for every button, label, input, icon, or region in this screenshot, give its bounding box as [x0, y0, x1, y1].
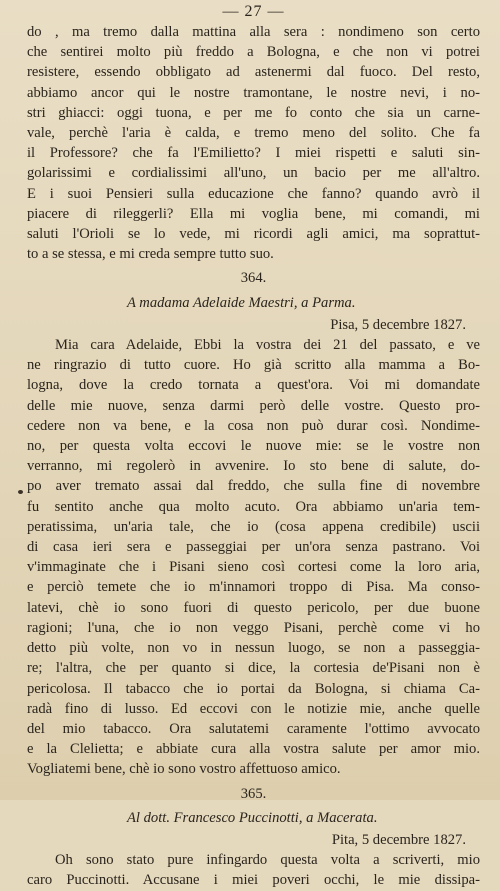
page-number: — 27 — — [222, 3, 285, 20]
text-line: verranno, mi regolerò in avvenire. Io sto bene di salute, do- — [27, 458, 480, 475]
ink-spot — [18, 490, 23, 494]
text-line: di casa ieri sera e passeggiai per un'ora senza pastrano. Voi — [27, 539, 480, 556]
text-line: resistere, essendo obbligato ad astenermi dal fuoco. Del resto, — [27, 64, 480, 81]
text-line: abbiamo ancor qui le nostre tramontane, le nostre nevi, i no- — [27, 84, 480, 101]
text-line: ragioni; l'una, che io non veggo Pisani, perchè come vi ho — [27, 619, 480, 636]
text-line: caro Puccinotti. Accusane i miei poveri occhi, le mie dissipa- — [27, 872, 480, 889]
letter-heading: A madama Adelaide Maestri, a Parma. — [127, 294, 356, 311]
text-line: Vogliatemi bene, chè io sono vostro affettuoso amico. — [27, 761, 341, 778]
text-line: che sentirei molto più freddo a Bologna, e che non vi potrei — [27, 44, 480, 61]
text-line: pericolosa. Il tabacco che io portai da Bologna, si chiama Ca- — [27, 680, 480, 697]
intro-paragraph — [27, 22, 480, 264]
text-line: fu sentito anche qua molto acuto. Ora abbiamo un'aria tem- — [27, 498, 480, 515]
text-line: logna, dove la credo tornata a quest'ora. Voi mi domandate — [27, 377, 480, 394]
text-line: vale, perchè l'aria è calda, e tremo meno del solito. Che fa — [27, 125, 480, 142]
text-line: piacere di rileggerli? Ella mi voglia bene, mi comandi, mi — [27, 205, 480, 222]
text-line: Oh sono stato pure infingardo questa volta a scriverti, mio — [55, 852, 480, 869]
text-line: detto più volte, non vo in nessun luogo, se non a passeggia- — [27, 640, 480, 657]
text-line: stri ghiacci: oggi tuona, e per me fo conto che sia un carne- — [27, 104, 480, 121]
text-line: re; l'altra, che per quanto si dice, la cortesia de'Pisani non è — [27, 660, 480, 677]
letter-number: 364. — [240, 270, 267, 287]
text-line: golarissimi e cordialissimi all'uno, un bacio per me all'altro. — [27, 165, 480, 182]
letters-container — [27, 268, 480, 890]
text-line: peratissima, un'aria tale, che io (cosa appena credibile) uscii — [27, 518, 480, 535]
letter-date: Pisa, 5 decembre 1827. — [330, 316, 466, 333]
text-line: no, per questa volta eccovi le nuove mie: se le vostre non — [27, 438, 480, 455]
letter-body — [27, 850, 480, 890]
text-line: cedere non va bene, e la cosa non può durar così. Nondime- — [27, 417, 480, 434]
text-line: latevi, chè io sono fuori di questo pericolo, per due buone — [27, 599, 480, 616]
text-line: delle mie nuove, senza darmi però delle vostre. Questo pro- — [27, 397, 480, 414]
text-line: po aver tremato assai dal freddo, che sulla fine di novembre — [27, 478, 480, 495]
letter-number: 365. — [240, 785, 267, 802]
text-line: do , ma tremo dalla mattina alla sera : nondimeno son certo — [27, 24, 480, 40]
text-line: saluti l'Orioli se lo vede, mi ricordi agli amici, ma soprattut- — [27, 226, 480, 243]
letter-heading: Al dott. Francesco Puccinotti, a Macerata. — [127, 809, 378, 826]
text-line: radà fino di lusso. Ed eccovi con le notizie mie, anche quelle — [27, 700, 480, 717]
text-line: e perciò temete che io m'innamori troppo di Pisa. Ma conso- — [27, 579, 480, 596]
text-line: del mio tabacco. Ora salutatemi caramente l'ottimo avvocato — [27, 720, 480, 737]
text-line: ne ringrazio di tutto cuore. Ho già scritto alla mamma a Bo- — [27, 357, 480, 374]
text-line: E i suoi Pensieri sulla educazione che fanno? quando avrò il — [27, 185, 480, 202]
text-line: to a se stessa, e mi creda sempre tutto suo. — [27, 246, 274, 263]
letter-date: Pita, 5 decembre 1827. — [331, 831, 466, 848]
letter-body — [27, 335, 480, 779]
text-line: il Professore? che fa l'Emilietto? I miei rispetti e saluti sin- — [27, 145, 480, 162]
text-line: v'immaginate che i Pisani sieno così cortesi come la loro aria, — [27, 559, 480, 576]
text-line: e la Clelietta; e abbiate cura alla vostra salute per amor mio. — [27, 741, 480, 758]
text-line: Mia cara Adelaide, Ebbi la vostra dei 21 del passato, e ve — [55, 337, 480, 354]
